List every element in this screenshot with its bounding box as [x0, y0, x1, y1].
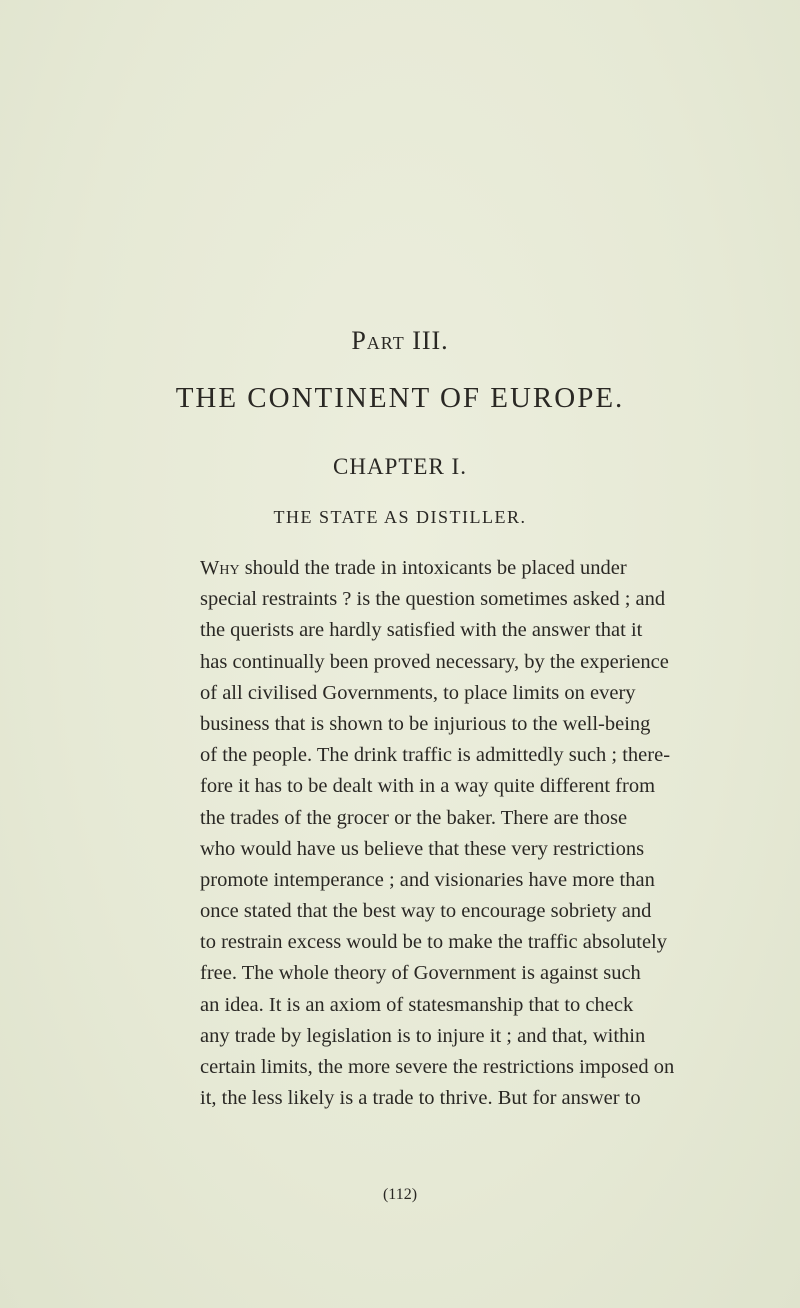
- text-line: Why should the trade in intoxicants be placed under: [200, 557, 627, 579]
- page-number: (112): [382, 1186, 418, 1203]
- text-line: once stated that the best way to encourage sobriety and: [200, 900, 652, 923]
- body-paragraph: [200, 553, 675, 1114]
- book-title: THE CONTINENT OF EUROPE.: [175, 382, 625, 414]
- text-line: it, the less likely is a trade to thrive. But for answer to: [200, 1087, 641, 1110]
- chapter-heading: CHAPTER I.: [333, 454, 467, 479]
- part-heading: Part III.: [351, 326, 449, 355]
- text-line: the trades of the grocer or the baker. There are those: [200, 806, 628, 829]
- text-line: special restraints ? is the question sometimes asked ; and: [200, 588, 666, 611]
- text-line: the querists are hardly satisfied with the answer that it: [200, 619, 643, 642]
- text-line: of the people. The drink traffic is admittedly such ; there-: [200, 744, 671, 767]
- text-line: an idea. It is an axiom of statesmanship that to check: [200, 993, 634, 1016]
- text-line: has continually been proved necessary, by the experience: [200, 650, 669, 673]
- text-line: promote intemperance ; and visionaries have more than: [200, 868, 655, 891]
- text-line: who would have us believe that these very restrictions: [200, 837, 645, 860]
- text-line: any trade by legislation is to injure it ; and that, within: [200, 1024, 646, 1047]
- text-line: business that is shown to be injurious to the well-being: [200, 712, 651, 735]
- text-line: of all civilised Governments, to place limits on every: [200, 681, 636, 704]
- chapter-title: THE STATE AS DISTILLER.: [273, 507, 527, 527]
- text-line: free. The whole theory of Government is against such: [200, 962, 641, 985]
- text-line: certain limits, the more severe the restrictions imposed on: [200, 1056, 675, 1078]
- text-line: fore it has to be dealt with in a way quite different from: [200, 775, 656, 798]
- text-line: to restrain excess would be to make the traffic absolutely: [200, 931, 667, 954]
